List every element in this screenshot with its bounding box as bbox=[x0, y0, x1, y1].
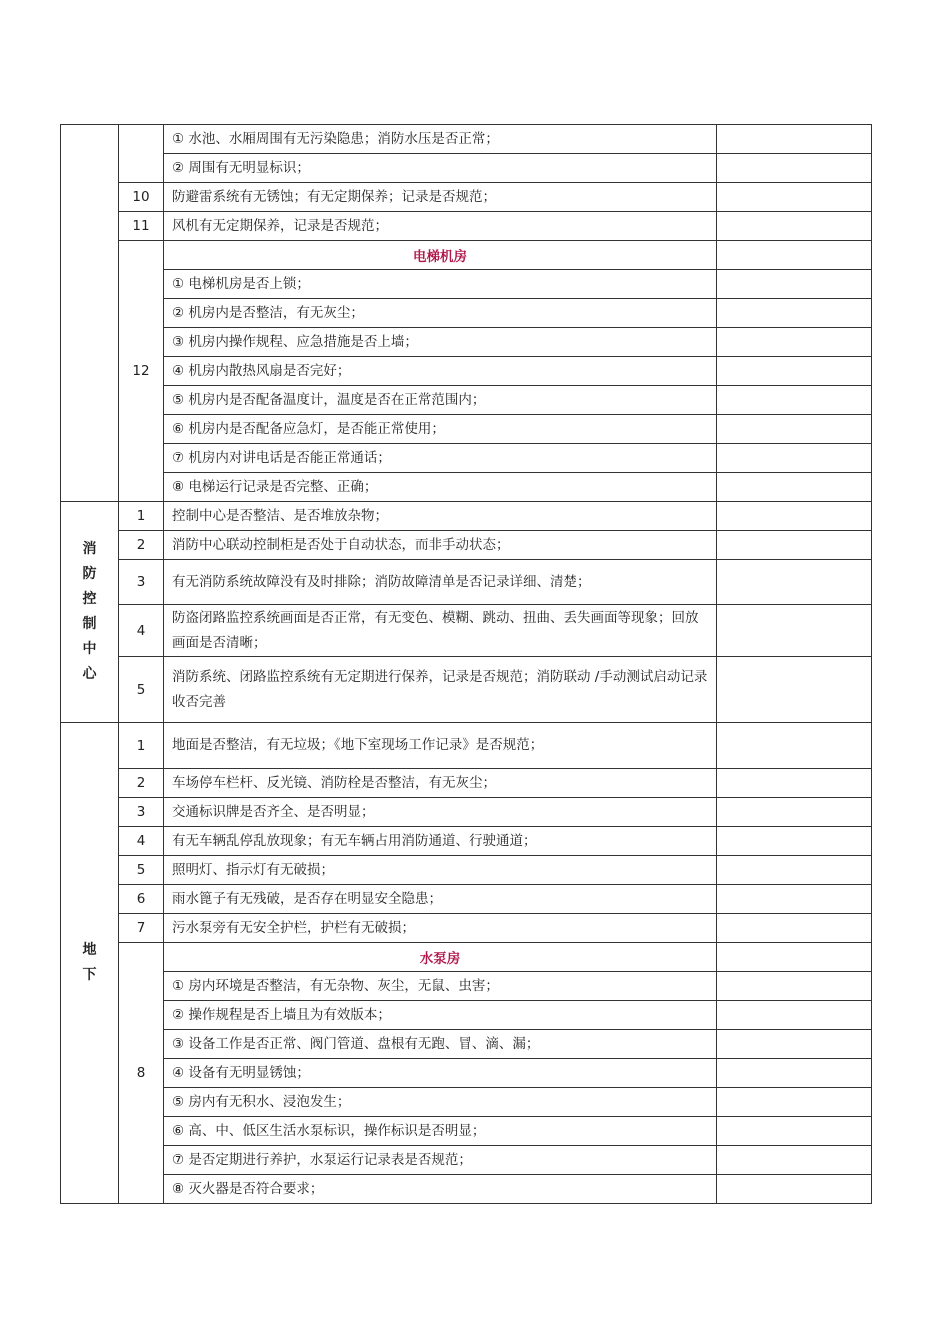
table-row bbox=[61, 560, 872, 605]
result-cell[interactable] bbox=[717, 827, 872, 856]
result-cell[interactable] bbox=[717, 1088, 872, 1117]
table-row bbox=[61, 798, 872, 827]
result-cell[interactable] bbox=[717, 299, 872, 328]
item-number: 4 bbox=[119, 827, 164, 856]
table-row bbox=[61, 1146, 872, 1175]
item-number: 3 bbox=[119, 560, 164, 605]
table-row bbox=[61, 723, 872, 769]
result-cell[interactable] bbox=[717, 1175, 872, 1204]
item-text: 地面是否整洁，有无垃圾；《地下室现场工作记录》是否规范； bbox=[164, 723, 717, 769]
section-heading: 水泵房 bbox=[164, 943, 717, 972]
result-cell[interactable] bbox=[717, 357, 872, 386]
item-text: 控制中心是否整洁、是否堆放杂物； bbox=[164, 502, 717, 531]
result-cell[interactable] bbox=[717, 798, 872, 827]
result-cell[interactable] bbox=[717, 560, 872, 605]
item-text: ⑤ 机房内是否配备温度计，温度是否在正常范围内； bbox=[164, 386, 717, 415]
item-text: ② 机房内是否整洁，有无灰尘； bbox=[164, 299, 717, 328]
table-row bbox=[61, 531, 872, 560]
table-row bbox=[61, 212, 872, 241]
result-cell[interactable] bbox=[717, 943, 872, 972]
result-cell[interactable] bbox=[717, 1030, 872, 1059]
result-cell[interactable] bbox=[717, 241, 872, 270]
item-number: 7 bbox=[119, 914, 164, 943]
result-cell[interactable] bbox=[717, 1146, 872, 1175]
item-text: ① 房内环境是否整洁，有无杂物、灰尘，无鼠、虫害； bbox=[164, 972, 717, 1001]
item-number: 8 bbox=[119, 943, 164, 1204]
item-number-cell bbox=[119, 125, 164, 183]
table-row bbox=[61, 357, 872, 386]
table-row bbox=[61, 1117, 872, 1146]
result-cell[interactable] bbox=[717, 415, 872, 444]
section-heading: 电梯机房 bbox=[164, 241, 717, 270]
item-number: 2 bbox=[119, 531, 164, 560]
item-text: ③ 设备工作是否正常、阀门管道、盘根有无跑、冒、滴、漏； bbox=[164, 1030, 717, 1059]
area-cell-basement bbox=[61, 723, 119, 1204]
table-row bbox=[61, 657, 872, 723]
item-text: 消防中心联动控制柜是否处于自动状态，而非手动状态； bbox=[164, 531, 717, 560]
item-text: ⑦ 是否定期进行养护，水泵运行记录表是否规范； bbox=[164, 1146, 717, 1175]
result-cell[interactable] bbox=[717, 154, 872, 183]
item-number: 3 bbox=[119, 798, 164, 827]
result-cell[interactable] bbox=[717, 125, 872, 154]
item-text: 消防系统、闭路监控系统有无定期进行保养，记录是否规范；消防联动 /手动测试启动记录收否完善 bbox=[164, 657, 717, 723]
result-cell[interactable] bbox=[717, 473, 872, 502]
area-cell-continued bbox=[61, 125, 119, 502]
table-row bbox=[61, 1175, 872, 1204]
table-row bbox=[61, 241, 872, 270]
table-row bbox=[61, 154, 872, 183]
item-text: 交通标识牌是否齐全、是否明显； bbox=[164, 798, 717, 827]
table-row bbox=[61, 1001, 872, 1030]
result-cell[interactable] bbox=[717, 444, 872, 473]
item-text: ⑤ 房内有无积水、浸泡发生； bbox=[164, 1088, 717, 1117]
table-row bbox=[61, 299, 872, 328]
item-number: 4 bbox=[119, 605, 164, 657]
result-cell[interactable] bbox=[717, 769, 872, 798]
item-text: ③ 机房内操作规程、应急措施是否上墙； bbox=[164, 328, 717, 357]
inspection-table bbox=[60, 124, 872, 1204]
table-row bbox=[61, 885, 872, 914]
item-number: 10 bbox=[119, 183, 164, 212]
result-cell[interactable] bbox=[717, 914, 872, 943]
table-row bbox=[61, 605, 872, 657]
item-text: ⑥ 机房内是否配备应急灯，是否能正常使用； bbox=[164, 415, 717, 444]
table-row bbox=[61, 1059, 872, 1088]
table-row bbox=[61, 856, 872, 885]
result-cell[interactable] bbox=[717, 1059, 872, 1088]
table-row bbox=[61, 270, 872, 299]
item-text: 防避雷系统有无锈蚀；有无定期保养；记录是否规范； bbox=[164, 183, 717, 212]
table-row bbox=[61, 827, 872, 856]
result-cell[interactable] bbox=[717, 972, 872, 1001]
result-cell[interactable] bbox=[717, 212, 872, 241]
area-cell-fire-control bbox=[61, 502, 119, 723]
result-cell[interactable] bbox=[717, 328, 872, 357]
item-number: 5 bbox=[119, 657, 164, 723]
item-text: ① 水池、水厢周围有无污染隐患；消防水压是否正常； bbox=[164, 125, 717, 154]
result-cell[interactable] bbox=[717, 1001, 872, 1030]
table-row bbox=[61, 183, 872, 212]
item-text: ④ 机房内散热风扇是否完好； bbox=[164, 357, 717, 386]
area-label: 地下 bbox=[82, 942, 97, 983]
result-cell[interactable] bbox=[717, 270, 872, 299]
item-number: 2 bbox=[119, 769, 164, 798]
result-cell[interactable] bbox=[717, 1117, 872, 1146]
item-text: 有无消防系统故障没有及时排除；消防故障清单是否记录详细、清楚； bbox=[164, 560, 717, 605]
table-row bbox=[61, 972, 872, 1001]
table-row bbox=[61, 125, 872, 154]
item-text: 雨水篦子有无残破，是否存在明显安全隐患； bbox=[164, 885, 717, 914]
table-row bbox=[61, 1030, 872, 1059]
item-number: 12 bbox=[119, 241, 164, 502]
result-cell[interactable] bbox=[717, 183, 872, 212]
item-text: ① 电梯机房是否上锁； bbox=[164, 270, 717, 299]
result-cell[interactable] bbox=[717, 502, 872, 531]
table-row bbox=[61, 328, 872, 357]
item-text: ⑧ 灭火器是否符合要求； bbox=[164, 1175, 717, 1204]
item-number: 6 bbox=[119, 885, 164, 914]
item-text: ② 操作规程是否上墙且为有效版本； bbox=[164, 1001, 717, 1030]
result-cell[interactable] bbox=[717, 605, 872, 657]
item-text: 照明灯、指示灯有无破损； bbox=[164, 856, 717, 885]
table-row bbox=[61, 473, 872, 502]
item-text: ⑦ 机房内对讲电话是否能正常通话； bbox=[164, 444, 717, 473]
table-row bbox=[61, 943, 872, 972]
item-text: 风机有无定期保养，记录是否规范； bbox=[164, 212, 717, 241]
result-cell[interactable] bbox=[717, 531, 872, 560]
item-text: ④ 设备有无明显锈蚀； bbox=[164, 1059, 717, 1088]
table-row bbox=[61, 914, 872, 943]
result-cell[interactable] bbox=[717, 386, 872, 415]
result-cell[interactable] bbox=[717, 657, 872, 723]
result-cell[interactable] bbox=[717, 856, 872, 885]
table-row bbox=[61, 769, 872, 798]
item-number: 1 bbox=[119, 723, 164, 769]
area-label: 消防控制中心 bbox=[82, 541, 97, 682]
item-text: 有无车辆乱停乱放现象；有无车辆占用消防通道、行驶通道； bbox=[164, 827, 717, 856]
table-row bbox=[61, 415, 872, 444]
table-row bbox=[61, 386, 872, 415]
item-number: 5 bbox=[119, 856, 164, 885]
item-text: 污水泵旁有无安全护栏，护栏有无破损； bbox=[164, 914, 717, 943]
item-text: 车场停车栏杆、反光镜、消防栓是否整洁，有无灰尘； bbox=[164, 769, 717, 798]
result-cell[interactable] bbox=[717, 723, 872, 769]
table-row bbox=[61, 1088, 872, 1117]
item-text: ⑥ 高、中、低区生活水泵标识，操作标识是否明显； bbox=[164, 1117, 717, 1146]
item-text: ② 周围有无明显标识； bbox=[164, 154, 717, 183]
table-row bbox=[61, 502, 872, 531]
item-number: 1 bbox=[119, 502, 164, 531]
item-text: ⑧ 电梯运行记录是否完整、正确； bbox=[164, 473, 717, 502]
result-cell[interactable] bbox=[717, 885, 872, 914]
item-number: 11 bbox=[119, 212, 164, 241]
item-text: 防盗闭路监控系统画面是否正常，有无变色、模糊、跳动、扭曲、丢失画面等现象；回放画面是否清晰； bbox=[164, 605, 717, 657]
table-row bbox=[61, 444, 872, 473]
